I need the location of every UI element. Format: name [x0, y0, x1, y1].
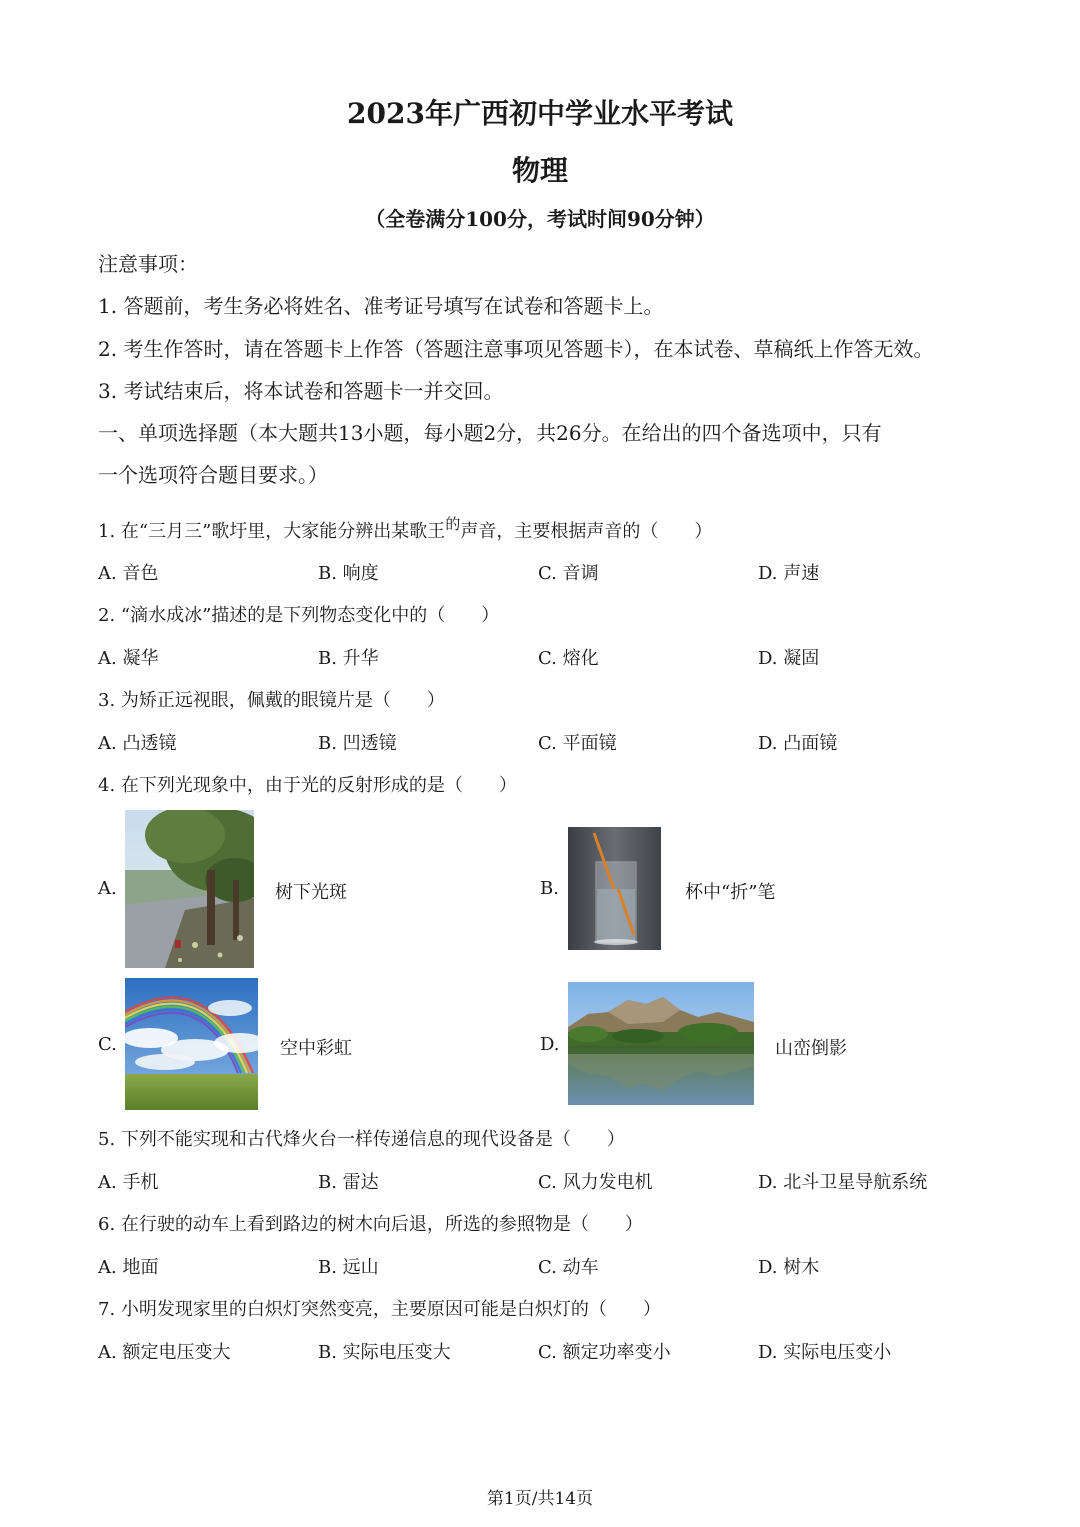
option-a-caption: 树下光斑: [275, 882, 347, 903]
option-b: B. 升华: [318, 648, 379, 669]
question-6-options: [98, 1253, 978, 1279]
question-3-options: [98, 729, 978, 755]
option-d-caption: 山峦倒影: [775, 1038, 847, 1059]
option-a-letter: A.: [98, 878, 117, 899]
option-c: C. 音调: [538, 563, 599, 584]
option-b: B. 雷达: [318, 1172, 379, 1193]
exam-title: 2023年广西初中学业水平考试: [347, 97, 733, 130]
question-3: 3. 为矫正远视眼，佩戴的眼镜片是（ ）: [98, 690, 445, 711]
option-c: C. 动车: [538, 1257, 599, 1278]
option-d: D. 实际电压变小: [758, 1342, 892, 1363]
question-2-options: [98, 644, 978, 670]
option-b-letter: B.: [540, 878, 559, 899]
question-7: 7. 小明发现家里的白炽灯突然变亮，主要原因可能是白炽灯的（ ）: [98, 1299, 661, 1320]
option-d: D. 北斗卫星导航系统: [758, 1172, 928, 1193]
option-a: A. 额定电压变大: [98, 1342, 231, 1363]
option-b: B. 响度: [318, 563, 379, 584]
mountain-reflection-photo: [568, 982, 754, 1105]
question-1-options: [98, 559, 978, 585]
option-c-letter: C.: [98, 1034, 117, 1055]
option-a: A. 音色: [98, 563, 159, 584]
option-a: A. 地面: [98, 1257, 159, 1278]
question-6: 6. 在行驶的动车上看到路边的树木向后退，所选的参照物是（ ）: [98, 1214, 643, 1235]
option-c: C. 平面镜: [538, 733, 617, 754]
option-b: B. 凹透镜: [318, 733, 397, 754]
note-item-1: 1. 答题前，考生务必将姓名、准考证号填写在试卷和答题卡上。: [98, 294, 664, 318]
option-b: B. 远山: [318, 1257, 379, 1278]
question-1-sup: 的: [445, 515, 461, 533]
option-c: C. 风力发电机: [538, 1172, 653, 1193]
section-heading-line-1: 一、单项选择题（本大题共13小题，每小题2分，共26分。在给出的四个备选项中，只有: [98, 421, 882, 445]
question-1-text-before: 1. 在“三月三”歌圩里，大家能分辨出某歌王: [98, 521, 446, 542]
question-4: 4. 在下列光现象中，由于光的反射形成的是（ ）: [98, 775, 517, 796]
question-1-text-after: 声音，主要根据声音的（ ）: [460, 521, 713, 542]
page-number: 第1页/共14页: [486, 1489, 594, 1509]
question-5-options: [98, 1168, 978, 1194]
question-7-options: [98, 1338, 978, 1364]
option-d: D. 凸面镜: [758, 733, 838, 754]
option-c: C. 额定功率变小: [538, 1342, 671, 1363]
section-heading-line-2: 一个选项符合题目要求。）: [98, 463, 328, 487]
option-d-letter: D.: [540, 1034, 560, 1055]
tree-shade-photo: [125, 810, 254, 968]
pen-in-glass-photo: [568, 827, 661, 950]
option-d: D. 树木: [758, 1257, 820, 1278]
option-a: A. 凸透镜: [98, 733, 177, 754]
exam-meta: （全卷满分100分，考试时间90分钟）: [365, 207, 715, 231]
question-2: 2. “滴水成冰”描述的是下列物态变化中的（ ）: [98, 605, 500, 626]
option-d: D. 凝固: [758, 648, 820, 669]
exam-subject: 物理: [511, 154, 568, 187]
note-item-3: 3. 考试结束后，将本试卷和答题卡一并交回。: [98, 379, 504, 403]
option-b: B. 实际电压变大: [318, 1342, 451, 1363]
option-a: A. 凝华: [98, 648, 159, 669]
option-a: A. 手机: [98, 1172, 159, 1193]
rainbow-photo: [125, 978, 258, 1110]
option-c: C. 熔化: [538, 648, 599, 669]
option-b-caption: 杯中“折”笔: [685, 882, 776, 903]
question-5: 5. 下列不能实现和古代烽火台一样传递信息的现代设备是（ ）: [98, 1129, 625, 1150]
option-c-caption: 空中彩虹: [280, 1038, 352, 1059]
notes-heading: 注意事项：: [98, 252, 198, 276]
question-1: [98, 513, 712, 543]
option-d: D. 声速: [758, 563, 820, 584]
note-item-2: 2. 考生作答时，请在答题卡上作答（答题注意事项见答题卡），在本试卷、草稿纸上作答无效。: [98, 337, 934, 361]
